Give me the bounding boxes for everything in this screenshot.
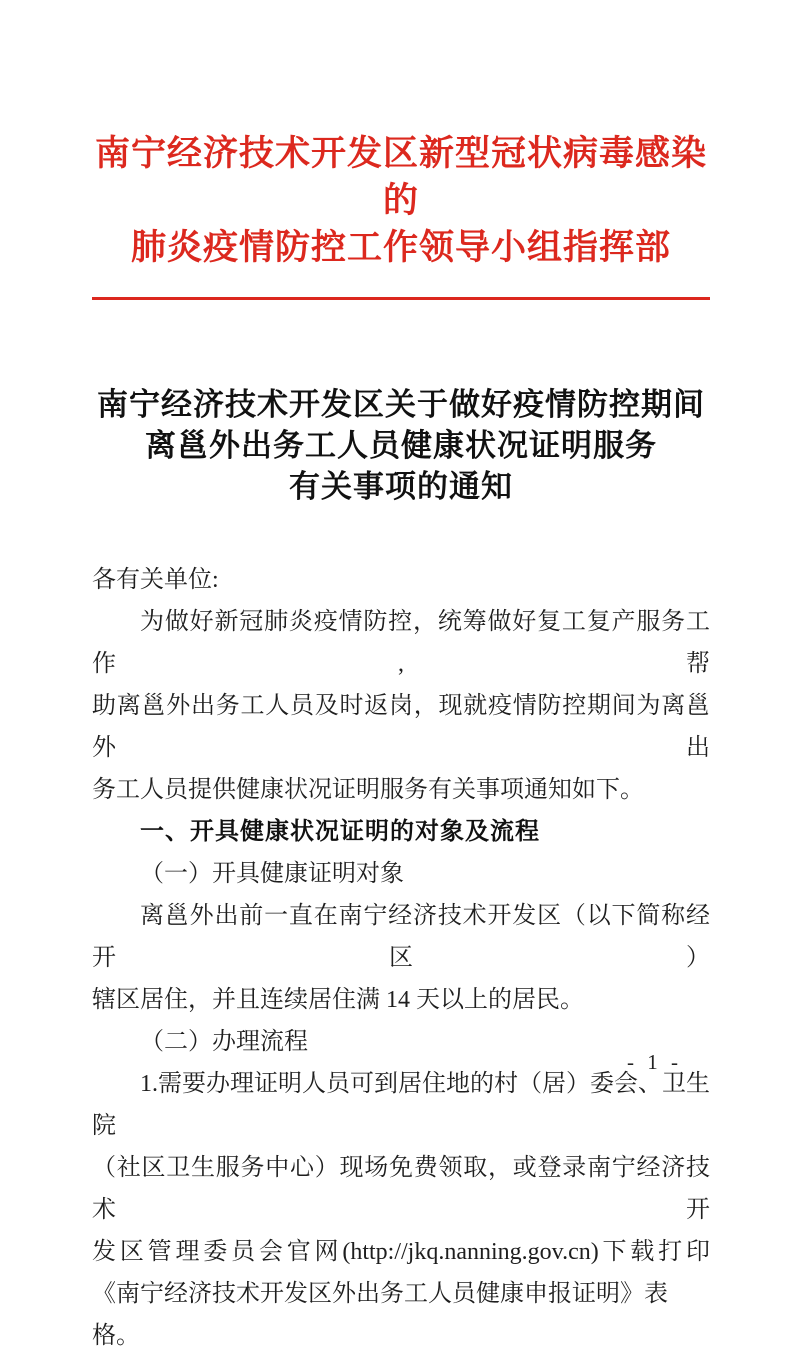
paragraph-1-line-3: 务工人员提供健康状况证明服务有关事项通知如下。 xyxy=(92,777,644,803)
paragraph-3-line-3: 发区管理委员会官网(http://jkq.nanning.gov.cn)下载打印 xyxy=(92,1239,710,1265)
title-line-1: 南宁经济技术开发区关于做好疫情防控期间 xyxy=(97,387,705,422)
paragraph-1-line-1: 为做好新冠肺炎疫情防控，统筹做好复工复产服务工作,帮 xyxy=(92,609,710,677)
document-title xyxy=(92,384,710,507)
section-1-heading: 一、开具健康状况证明的对象及流程 xyxy=(140,818,540,845)
letterhead-line-1: 南宁经济技术开发区新型冠状病毒感染的 xyxy=(94,134,707,220)
paragraph-2-line-1: 离邕外出前一直在南宁经济技术开发区（以下简称经开区） xyxy=(92,903,710,971)
title-line-2: 离邕外出务工人员健康状况证明服务 xyxy=(145,428,657,463)
letterhead-line-2: 肺炎疫情防控工作领导小组指挥部 xyxy=(130,228,671,267)
title-line-3: 有关事项的通知 xyxy=(289,469,513,504)
subsection-1-heading: （一）开具健康证明对象 xyxy=(140,861,404,887)
paragraph-2-line-2: 辖区居住，并且连续居住满 14 天以上的居民。 xyxy=(92,987,584,1013)
subsection-2-heading: （二）办理流程 xyxy=(140,1029,308,1055)
letterhead xyxy=(92,130,710,271)
paragraph-3-line-4: 《南宁经济技术开发区外出务工人员健康申报证明》表格。 xyxy=(92,1281,668,1349)
page-number: - 1 - xyxy=(627,1050,682,1074)
document-body xyxy=(92,559,710,1357)
paragraph-3-line-1: 1.需要办理证明人员可到居住地的村（居）委会、卫生院 xyxy=(92,1071,710,1139)
red-divider-line xyxy=(92,297,710,300)
paragraph-1-line-2: 助离邕外出务工人员及时返岗，现就疫情防控期间为离邕外出 xyxy=(92,693,710,761)
salutation: 各有关单位: xyxy=(92,567,219,593)
paragraph-3-line-2: （社区卫生服务中心）现场免费领取，或登录南宁经济技术开 xyxy=(92,1155,710,1223)
